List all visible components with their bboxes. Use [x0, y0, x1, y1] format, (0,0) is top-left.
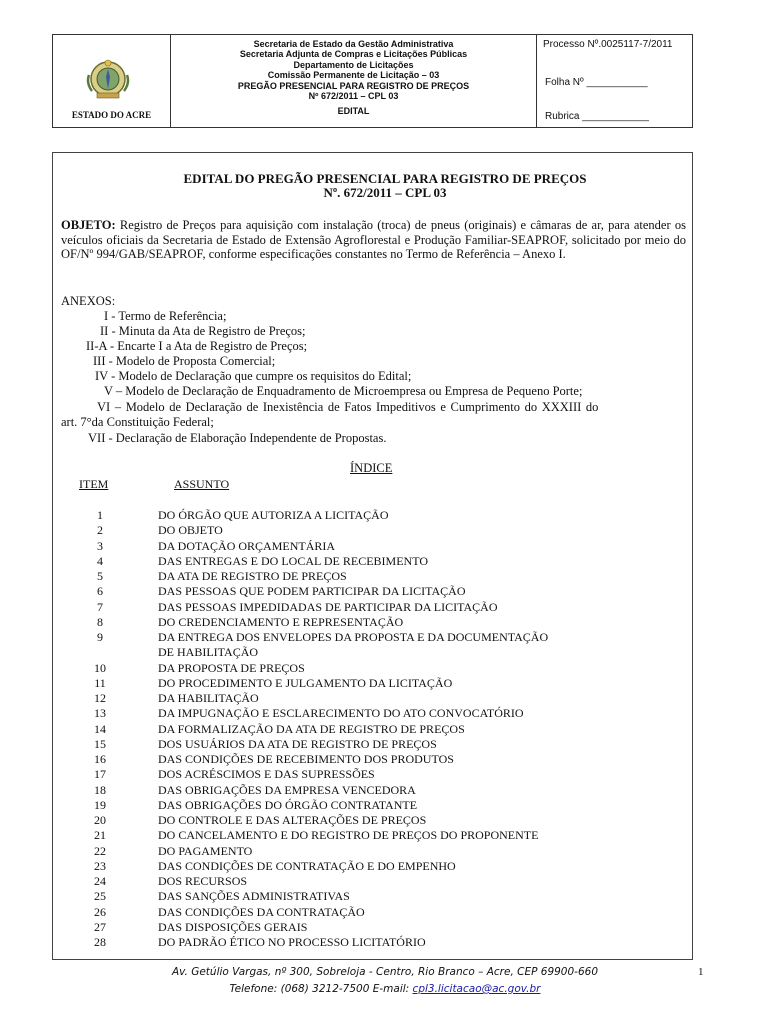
footer-address: Av. Getúlio Vargas, nº 300, Sobreloja - Centro, Rio Branco – Acre, CEP 69900-660	[172, 966, 598, 978]
item-subject: DO CREDENCIAMENTO E REPRESENTAÇÃO	[158, 614, 404, 629]
email-link[interactable]: cpl3.licitacao@ac.gov.br	[412, 983, 541, 995]
process-number: Processo Nº.0025117-7/2011	[543, 39, 673, 50]
agency-line: Nº 672/2011 – CPL 03	[308, 91, 399, 102]
footer-phone: Telefone: (068) 3212-7500 E-mail:	[229, 983, 413, 995]
item-subject-continued: DE HABILITAÇÃO	[158, 645, 259, 660]
item-subject: DAS ENTREGAS E DO LOCAL DE RECEBIMENTO	[158, 553, 428, 568]
item-number: 15	[94, 736, 106, 751]
item-number: 28	[94, 935, 106, 949]
item-number: 12	[94, 691, 106, 705]
item-subject: DA ENTREGA DOS ENVELOPES DA PROPOSTA E DA DOCUMENTAÇÃO	[158, 630, 549, 644]
anexo-item: VII - Declaração de Elaboração Independente de Propostas.	[88, 431, 387, 445]
item-subject: DO ÓRGÃO QUE AUTORIZA A LICITAÇÃO	[158, 508, 389, 522]
footer-contact	[0, 983, 770, 995]
item-subject: DAS SANÇÕES ADMINISTRATIVAS	[158, 889, 350, 904]
agency-line: Secretaria de Estado da Gestão Administrativa	[253, 39, 454, 49]
edital-label: EDITAL	[337, 106, 370, 117]
anexo-item: art. 7°da Constituição Federal;	[61, 415, 214, 429]
item-number: 17	[94, 767, 106, 782]
item-number: 19	[94, 797, 106, 812]
anexo-item: V – Modelo de Declaração de Enquadramento de Microempresa ou Empresa de Pequeno Porte;	[104, 384, 583, 398]
item-number: 21	[94, 828, 106, 843]
anexo-item: III - Modelo de Proposta Comercial;	[93, 354, 276, 368]
state-name: ESTADO DO ACRE	[71, 110, 152, 120]
indice-heading: ÍNDICE	[350, 461, 393, 475]
anexo-item: VI – Modelo de Declaração de Inexistência de Fatos Impeditivos e Cumprimento do XXXIII do	[97, 400, 599, 414]
item-number: 20	[94, 813, 106, 827]
item-subject: DAS CONDIÇÕES DA CONTRATAÇÃO	[158, 904, 365, 919]
item-subject: DAS OBRIGAÇÕES DA EMPRESA VENCEDORA	[158, 782, 416, 797]
item-number: 24	[94, 874, 106, 888]
document-header	[52, 34, 693, 128]
item-subject: DOS ACRÉSCIMOS E DAS SUPRESSÕES	[158, 767, 375, 782]
agency-line: Comissão Permanente de Licitação – 03	[267, 70, 440, 81]
anexo-item: II-A - Encarte I a Ata de Registro de Preços;	[86, 339, 308, 353]
item-subject: DAS DISPOSIÇÕES GERAIS	[158, 919, 308, 934]
item-number: 23	[94, 858, 106, 873]
item-subject: DAS PESSOAS QUE PODEM PARTICIPAR DA LICITAÇÃO	[158, 584, 466, 599]
item-number: 25	[94, 889, 106, 904]
anexo-item: IV - Modelo de Declaração que cumpre os requisitos do Edital;	[95, 369, 412, 383]
col-assunto-header: ASSUNTO	[174, 477, 230, 491]
item-number: 22	[94, 843, 106, 858]
item-number: 9	[97, 630, 103, 644]
item-subject: DA HABILITAÇÃO	[158, 691, 259, 705]
folha-field: Folha Nº ___________	[545, 77, 648, 88]
item-number: 14	[94, 721, 106, 736]
item-subject: DAS CONDIÇÕES DE CONTRATAÇÃO E DO EMPENHO	[158, 858, 456, 873]
item-subject: DA DOTAÇÃO ORÇAMENTÁRIA	[158, 538, 336, 553]
item-number: 13	[94, 706, 106, 721]
page-number: 1	[698, 966, 704, 978]
item-subject: DO OBJETO	[158, 523, 223, 538]
item-subject: DO PROCEDIMENTO E JULGAMENTO DA LICITAÇÃO	[158, 675, 453, 690]
rubrica-field: Rubrica ____________	[545, 111, 649, 122]
item-subject: DA PROPOSTA DE PREÇOS	[158, 660, 305, 675]
item-number: 11	[94, 675, 106, 690]
agency-line: Departamento de Licitações	[293, 59, 414, 70]
agency-line: Secretaria Adjunta de Compras e Licitações Públicas	[239, 49, 468, 60]
anexo-item: II - Minuta da Ata de Registro de Preços;	[100, 324, 306, 338]
document-title: EDITAL DO PREGÃO PRESENCIAL PARA REGISTRO DE PREÇOS	[183, 171, 587, 186]
item-subject: DAS CONDIÇÕES DE RECEBIMENTO DOS PRODUTOS	[158, 752, 454, 766]
objeto-label: OBJETO:	[61, 218, 116, 232]
item-number: 10	[94, 660, 106, 675]
item-number: 26	[94, 904, 106, 919]
item-number: 2	[97, 523, 103, 538]
item-number: 8	[97, 614, 103, 629]
item-number: 5	[97, 569, 103, 583]
item-number: 1	[97, 508, 103, 522]
item-subject: DO PAGAMENTO	[158, 843, 253, 858]
anexo-item: I - Termo de Referência;	[104, 309, 227, 323]
item-number: 27	[94, 919, 106, 934]
item-number: 3	[97, 538, 103, 553]
agency-line: PREGÃO PRESENCIAL PARA REGISTRO DE PREÇOS	[237, 80, 470, 91]
item-subject: DOS USUÁRIOS DA ATA DE REGISTRO DE PREÇOS	[158, 736, 437, 751]
item-subject: DO PADRÃO ÉTICO NO PROCESSO LICITATÓRIO	[158, 935, 426, 949]
header-agency-cell	[171, 35, 537, 127]
document-number: Nº. 672/2011 – CPL 03	[323, 185, 447, 200]
item-subject: DO CANCELAMENTO E DO REGISTRO DE PREÇOS DO PROPONENTE	[158, 828, 539, 843]
objeto-paragraph	[61, 218, 686, 262]
item-subject: DO CONTROLE E DAS ALTERAÇÕES DE PREÇOS	[158, 813, 427, 827]
col-item-header: ITEM	[79, 477, 109, 491]
item-subject: DAS PESSOAS IMPEDIDADAS DE PARTICIPAR DA LICITAÇÃO	[158, 599, 498, 614]
item-number: 6	[97, 584, 103, 599]
item-number: 18	[94, 782, 106, 797]
objeto-text: Registro de Preços para aquisição com instalação (troca) de pneus (originais) e câmaras de ar, para atender os veículos oficiais da Secretaria de Estado de Extensão Agroflorestal e Produção Familiar-SEAPROF, solicitado por meio do OF/Nº 994/GAB/SEAPROF, conforme especificações constantes no Termo de Referência – Anexo I.	[61, 218, 686, 262]
item-subject: DAS OBRIGAÇÕES DO ÓRGÃO CONTRATANTE	[158, 797, 418, 812]
item-number: 7	[97, 599, 103, 614]
item-subject: DOS RECURSOS	[158, 874, 248, 888]
item-subject: DA IMPUGNAÇÃO E ESCLARECIMENTO DO ATO CONVOCATÓRIO	[158, 706, 524, 721]
item-subject: DA ATA DE REGISTRO DE PREÇOS	[158, 569, 347, 583]
header-process-cell	[537, 35, 692, 127]
item-number: 16	[94, 752, 106, 766]
header-seal-cell	[53, 35, 171, 127]
state-seal-icon	[83, 55, 133, 105]
anexos-label: ANEXOS:	[61, 294, 116, 308]
item-subject: DA FORMALIZAÇÃO DA ATA DE REGISTRO DE PREÇOS	[158, 721, 465, 736]
item-number: 4	[97, 553, 103, 568]
